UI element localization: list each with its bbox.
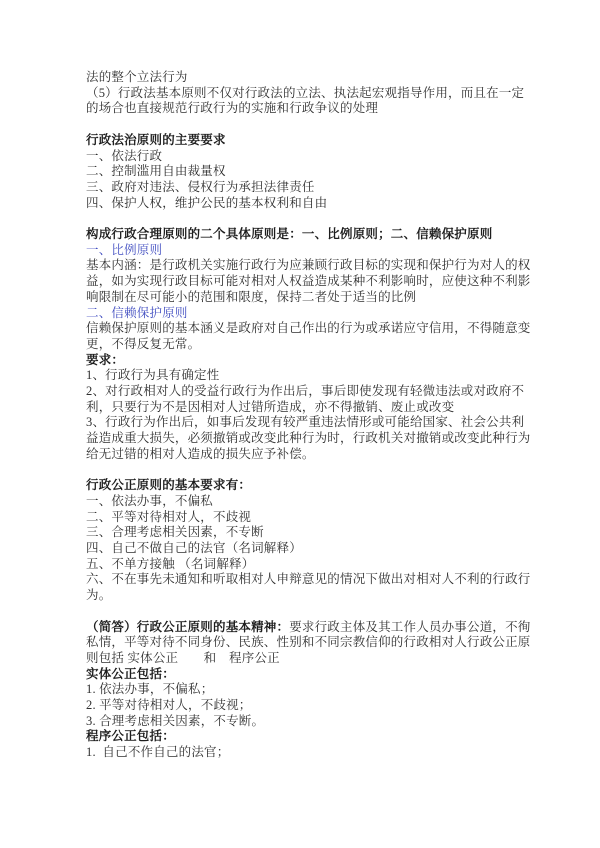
text-line: 六、不在事先未通知和听取相对人申辩意见的情况下做出对相对人不利的行政行 — [86, 572, 531, 587]
text-line: 利，只要行为不是因相对人过错所造成，亦不得撤销、废止或改变 — [86, 399, 455, 414]
text-line: 响限制在尽可能小的范围和限度，保持二者处于适当的比例 — [86, 289, 417, 304]
text-line: 二、平等对待相对人，不歧视 — [86, 509, 252, 524]
heading-line: 程序公正包括： — [86, 729, 175, 744]
heading-line: 行政公正原则的基本要求有： — [86, 478, 252, 493]
text-line: 四、自己不做自己的法官（名词解释） — [86, 541, 302, 556]
text-line: 法的整个立法行为 — [86, 70, 188, 84]
text-line: 3. 合理考虑相关因素，不专断。 — [86, 713, 265, 728]
text-line: 五、不单方接触 （名词解释） — [86, 556, 255, 571]
text-line: 2、对行政相对人的受益行政行为作出后，事后即使发现有轻微违法或对政府不 — [86, 384, 525, 399]
text-line: 四、保护人权，维护公民的基本权利和自由 — [86, 195, 328, 210]
blank-line — [86, 463, 524, 479]
text-line: 信赖保护原则的基本涵义是政府对自己作出的行为或承诺应守信用，不得随意变 — [86, 321, 531, 336]
text-line: 给无过错的相对人造成的损失应予补偿。 — [86, 446, 315, 461]
text-line: （5）行政法基本原则不仅对行政法的立法、执法起宏观指导作用，而且在一定 — [86, 85, 525, 100]
text-line: 二、控制滥用自由裁量权 — [86, 164, 226, 179]
heading-line: 要求： — [86, 352, 125, 367]
text-line: 1. 自己不作自己的法官； — [86, 745, 230, 760]
subheading-link-line: 一、比例原则 — [86, 242, 163, 257]
text-run: 要求行政主体及其工作人员办事公道，不徇 — [289, 619, 531, 634]
text-line: 三、合理考虑相关因素，不专断 — [86, 525, 264, 540]
subheading-link-line: 二、信赖保护原则 — [86, 305, 188, 320]
text-line: 2. 平等对待相对人，不歧视； — [86, 698, 252, 713]
text-line: 一、依法办事，不偏私 — [86, 493, 214, 508]
blank-line — [86, 211, 524, 227]
blank-line — [86, 117, 524, 133]
blank-line — [86, 604, 524, 620]
text-line: 三、政府对违法、侵权行为承担法律责任 — [86, 179, 315, 194]
text-line: 私情，平等对待不同身份、民族、性别和不同宗教信仰的行政相对人行政公正原 — [86, 635, 531, 650]
text-line: 3、行政行为作出后，如事后发现有较严重违法情形或可能给国家、社会公共利 — [86, 415, 525, 430]
document-text — [86, 70, 531, 761]
text-line: 则包括 实体公正 和 程序公正 — [86, 650, 280, 665]
text-line: 为。 — [86, 588, 112, 603]
heading-line: 行政法治原则的主要要求 — [86, 132, 226, 147]
text-line: 1、行政行为具有确定性 — [86, 368, 220, 383]
text-line: 1. 依法办事，不偏私； — [86, 682, 214, 697]
heading-line: 构成行政合理原则的二个具体原则是：一、比例原则；二、信赖保护原则 — [86, 227, 493, 241]
mixed-line — [86, 619, 531, 636]
text-line: 一、依法行政 — [86, 148, 163, 163]
heading-line: 实体公正包括： — [86, 666, 175, 681]
text-line: 的场合也直接规范行政行为的实施和行政争议的处理 — [86, 101, 379, 116]
text-line: 基本内涵：是行政机关实施行政行为应兼顾行政目标的实现和保护行为对人的权 — [86, 258, 531, 273]
text-line: 益造成重大损失，必须撤销或改变此种行为时，行政机关对撤销或改变此种行为 — [86, 431, 531, 446]
text-line: 益，如为实现行政目标可能对相对人权益造成某种不利影响时，应使这种不利影 — [86, 274, 531, 289]
text-line: 更，不得反复无常。 — [86, 336, 201, 351]
bold-text-run: （简答）行政公正原则的基本精神： — [86, 619, 290, 634]
